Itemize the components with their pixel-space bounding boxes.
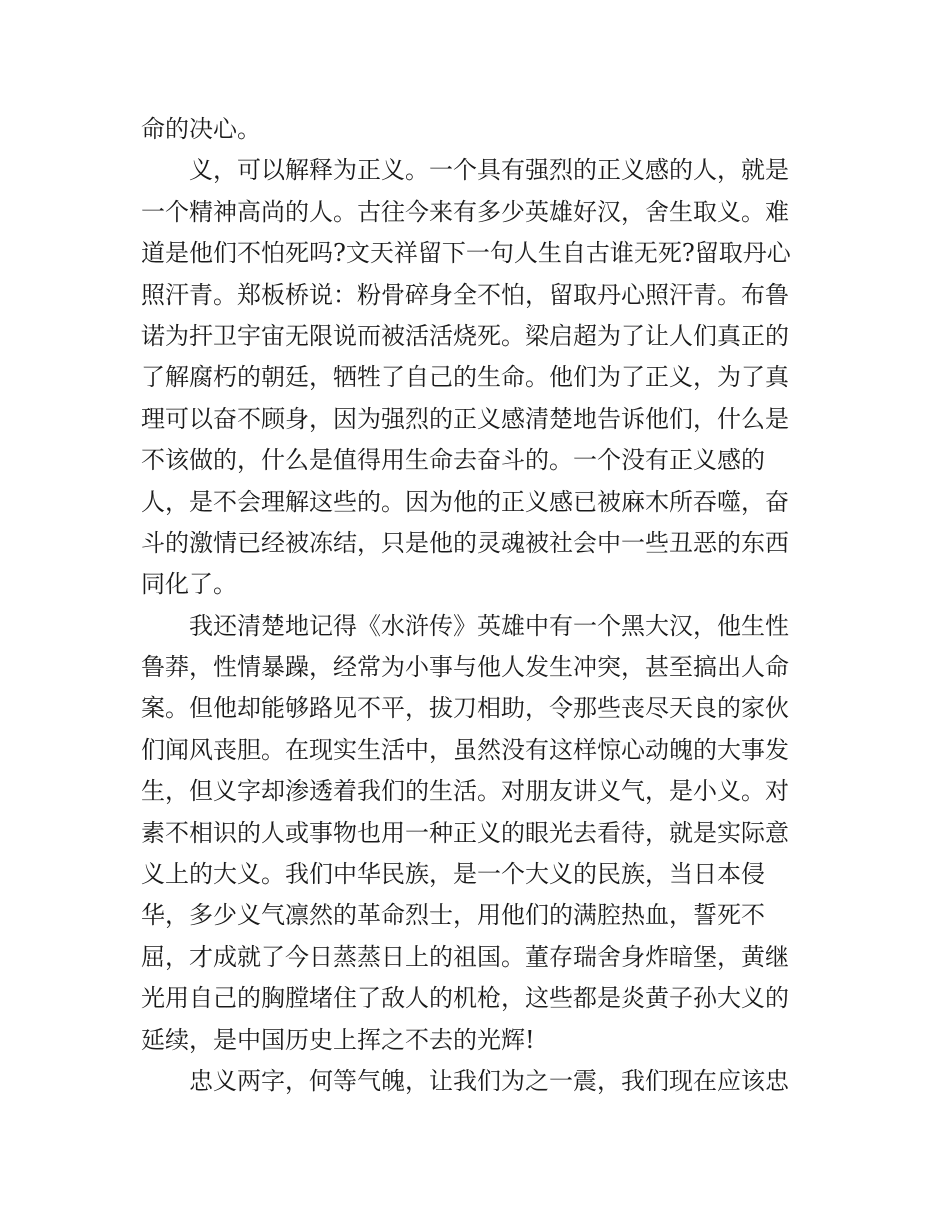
text-line: 照汗青。郑板桥说：粉骨碎身全不怕，留取丹心照汗青。布鲁: [141, 280, 789, 309]
paragraph-first-line: 我还清楚地记得《水浒传》英雄中有一个黑大汉，他生性: [189, 611, 789, 640]
text-line: 生，但义字却渗透着我们的生活。对朋友讲义气，是小义。对: [141, 777, 789, 806]
text-line: 理可以奋不顾身，因为强烈的正义感清楚地告诉他们，什么是: [141, 404, 789, 433]
paragraph-first-line: 义，可以解释为正义。一个具有强烈的正义感的人，就是: [189, 156, 789, 185]
text-line: 不该做的，什么是值得用生命去奋斗的。一个没有正义感的: [141, 446, 765, 475]
essay-body: [141, 109, 813, 1102]
text-line: 案。但他却能够路见不平，拔刀相助，令那些丧尽天良的家伙: [141, 694, 789, 723]
text-line: 道是他们不怕死吗?文天祥留下一句人生自古谁无死?留取丹心: [141, 239, 791, 268]
paragraph-first-line: 忠义两字，何等气魄，让我们为之一震，我们现在应该忠: [189, 1066, 789, 1095]
text-line: 诺为扞卫宇宙无限说而被活活烧死。梁启超为了让人们真正的: [141, 321, 789, 350]
text-line: 华，多少义气凛然的革命烈士，用他们的满腔热血，誓死不: [141, 901, 765, 930]
text-line: 了解腐朽的朝廷，牺牲了自己的生命。他们为了正义，为了真: [141, 363, 789, 392]
text-line: 人，是不会理解这些的。因为他的正义感已被麻木所吞噬，奋: [141, 487, 789, 516]
text-line: 斗的激情已经被冻结，只是他的灵魂被社会中一些丑恶的东西: [141, 528, 789, 557]
text-line: 命的决心。: [141, 115, 261, 143]
text-line: 义上的大义。我们中华民族，是一个大义的民族，当日本侵: [141, 860, 765, 889]
text-line: 鲁莽，性情暴躁，经常为小事与他人发生冲突，甚至搞出人命: [141, 653, 789, 682]
text-line: 们闻风丧胆。在现实生活中，虽然没有这样惊心动魄的大事发: [141, 735, 789, 764]
text-line: 光用自己的胸膛堵住了敌人的机枪，这些都是炎黄子孙大义的: [141, 984, 789, 1013]
text-line: 延续，是中国历史上挥之不去的光辉!: [141, 1025, 535, 1054]
text-line: 屈，才成就了今日蒸蒸日上的祖国。董存瑞舍身炸暗堡，黄继: [141, 942, 789, 971]
text-line: 素不相识的人或事物也用一种正义的眼光去看待，就是实际意: [141, 818, 789, 847]
text-line: 同化了。: [141, 570, 237, 599]
text-line: 一个精神高尚的人。古往今来有多少英雄好汉，舍生取义。难: [141, 197, 789, 226]
